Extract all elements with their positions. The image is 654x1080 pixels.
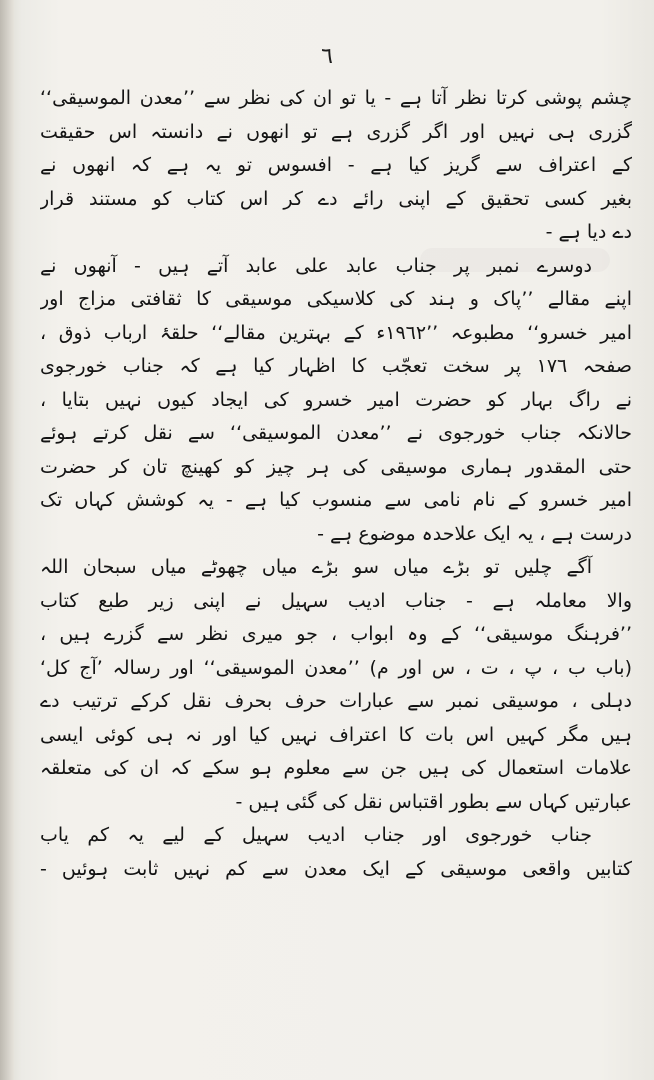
text-line: عبارتیں کہاں سے بطور اقتباس نقل کی گئی ہیں - [235, 790, 632, 813]
text-line: اپنے مقالے ’’پاک و ہند کی کلاسیکی موسیقی کا ثقافتی مزاج اور [40, 288, 632, 310]
paragraph-2 [40, 250, 632, 552]
text-line: دہلی ، موسیقی نمبر سے عبارات حرف بحرف نقل کرکے ترتیب دے [40, 690, 632, 712]
text-line: آگے چلیں تو بڑے میاں سو بڑے میاں چھوٹے میاں سبحان اللہ [40, 556, 592, 578]
text-line: جناب خورجوی اور جناب ادیب سہیل کے لیے یہ کم یاب [40, 824, 592, 846]
text-line: والا معاملہ ہے - جناب ادیب سہیل نے اپنی زیر طبع کتاب [40, 589, 632, 612]
text-line: (باب ب ، پ ، ت ، س اور م) ’’معدن الموسیقی‘‘ اور رسالہ ’آج کل‘ [40, 656, 632, 679]
paragraph-1 [40, 82, 632, 250]
text-line: چشم پوشی کرتا نظر آتا ہے - یا تو ان کی نظر سے ’’معدن الموسیقی‘‘ [40, 87, 632, 109]
text-line: حتی المقدور ہماری موسیقی کی ہر چیز کو کھینچ تان کر حضرت [40, 455, 632, 478]
page-binding-edge [0, 0, 14, 1080]
text-line: امیر خسرو‘‘ مطبوعہ ’’١٩٦٢ء کے بہترین مقالے‘‘ حلقۂ ارباب ذوق ، [40, 321, 632, 344]
text-line: ’’فرہنگ موسیقی‘‘ کے وہ ابواب ، جو میری نظر سے گزرے ہیں ، [40, 623, 632, 645]
text-line: کے اعتراف سے گریز کیا ہے - افسوس تو یہ ہے کہ انھوں نے [40, 154, 632, 176]
paragraph-4 [40, 819, 632, 886]
text-line: دوسرے نمبر پر جناب عابد علی عابد آتے ہیں - آنھوں نے [40, 254, 592, 277]
body-text [40, 82, 632, 886]
page-number: ٦ [321, 44, 333, 69]
text-line: بغیر کسی تحقیق کے اپنی رائے دے کر اس کتاب کو مستند قرار [40, 187, 632, 210]
text-line: نے راگ بہار کو حضرت امیر خسرو کی ایجاد کیوں نہیں بتایا ، [40, 388, 632, 411]
text-line: درست ہے ، یہ ایک علاحدہ موضوع ہے - [317, 522, 632, 545]
text-line: امیر خسرو کے نام نامی سے منسوب کیا ہے - یہ کوشش کہاں تک [40, 489, 632, 511]
text-line: گزری ہی نہیں اور اگر گزری ہے تو انھوں نے دانستہ اس حقیقت [40, 120, 632, 143]
text-line: ہیں مگر کہیں اس بات کا اعتراف نہیں کیا اور نہ ہی کوئی ایسی [40, 723, 632, 746]
text-line: کتابیں واقعی موسیقی کے ایک معدن سے کم نہیں ثابت ہوئیں - [40, 857, 632, 880]
text-line: حالانکہ جناب خورجوی نے ’’معدن الموسیقی‘‘ سے نقل کرتے ہوئے [40, 422, 632, 444]
text-line: دے دیا ہے - [545, 221, 632, 243]
paragraph-3 [40, 551, 632, 819]
text-line: علامات استعمال کی ہیں جن سے معلوم ہو سکے کہ ان کی متعلقہ [40, 757, 632, 779]
text-line: صفحہ ١٧٦ پر سخت تعجّب کا اظہار کیا ہے کہ جناب خورجوی [40, 355, 632, 377]
